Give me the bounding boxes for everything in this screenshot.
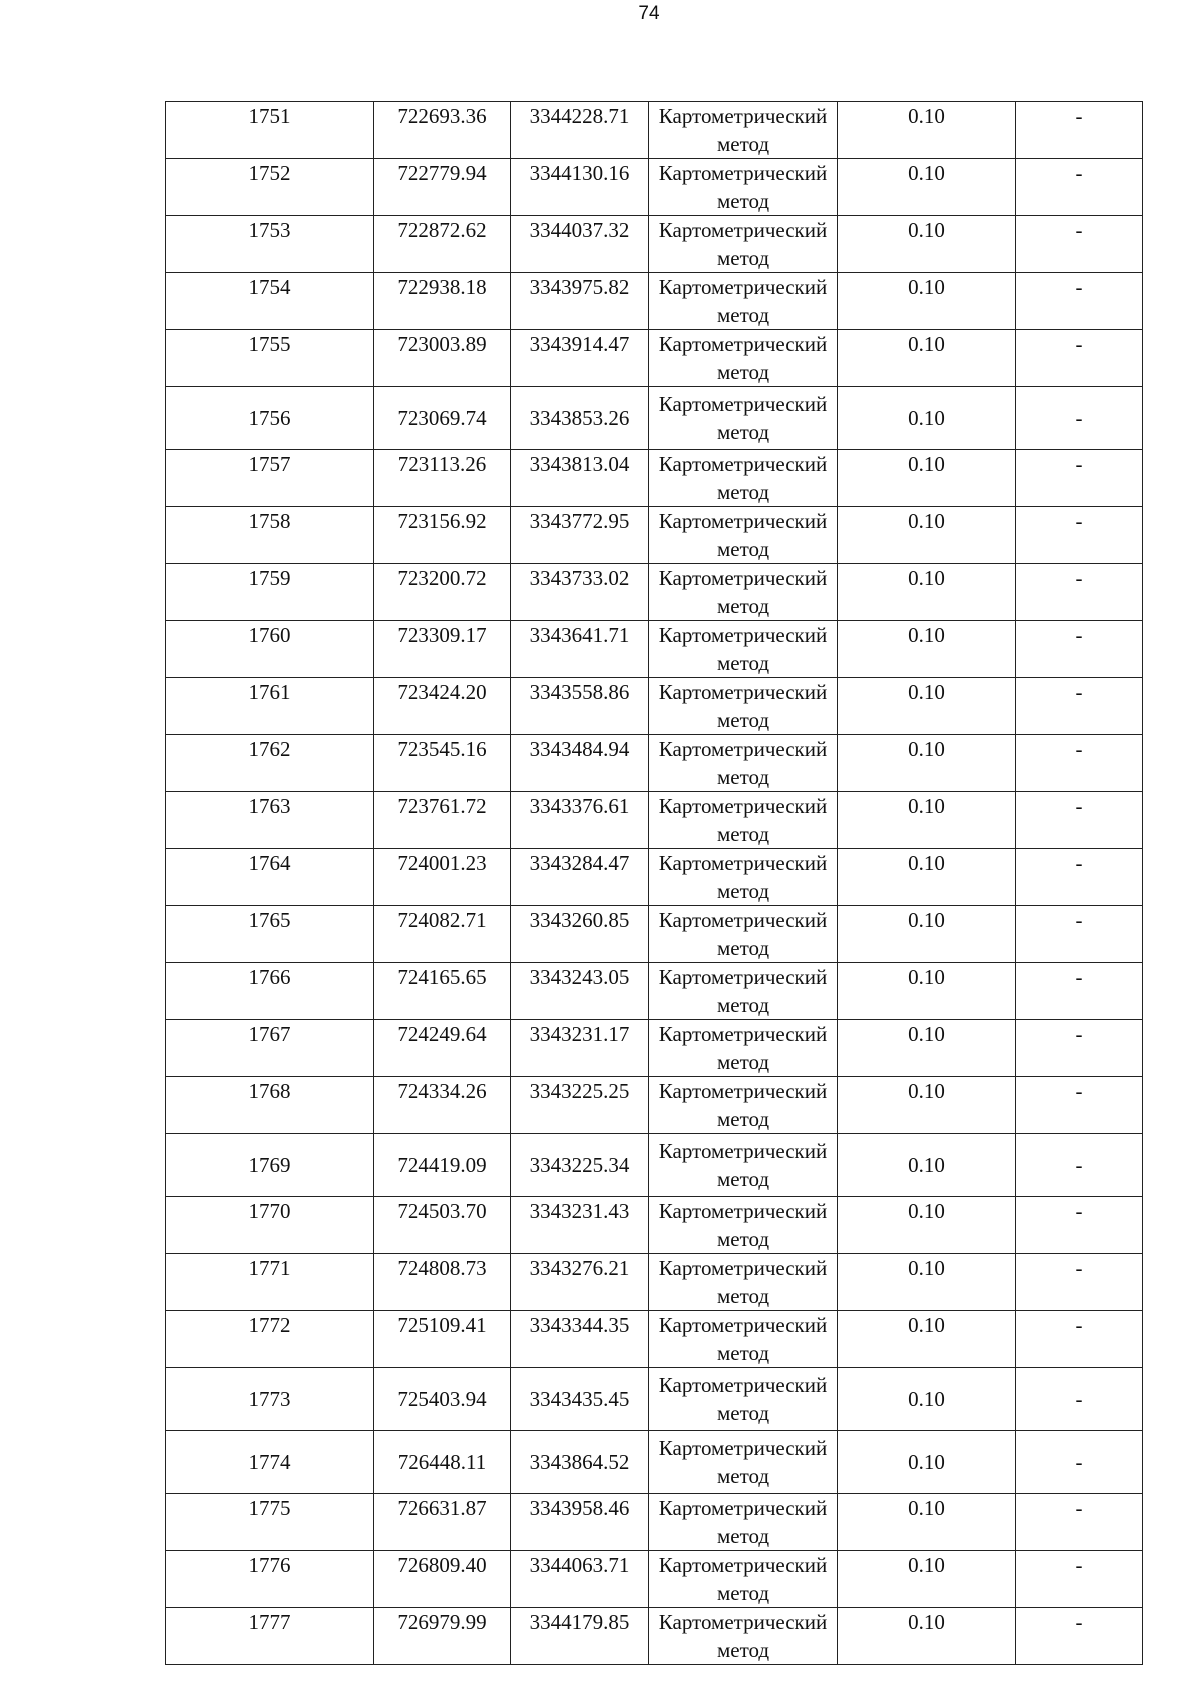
error-cell: 0.10 <box>838 1431 1016 1494</box>
error-cell: 0.10 <box>838 1134 1016 1197</box>
method-cell: Картометрический метод <box>649 1134 838 1197</box>
table-row <box>166 963 1143 1020</box>
method-cell: Картометрический метод <box>649 906 838 963</box>
table-row <box>166 273 1143 330</box>
y-coordinate-cell: 3343853.26 <box>511 387 649 450</box>
y-coordinate-cell: 3343813.04 <box>511 450 649 507</box>
table-row <box>166 1608 1143 1665</box>
error-cell: 0.10 <box>838 1254 1016 1311</box>
note-cell: - <box>1016 330 1143 387</box>
table-row <box>166 1020 1143 1077</box>
y-coordinate-cell: 3343958.46 <box>511 1494 649 1551</box>
note-cell: - <box>1016 963 1143 1020</box>
error-cell: 0.10 <box>838 621 1016 678</box>
x-coordinate-cell: 726631.87 <box>374 1494 511 1551</box>
table-row <box>166 216 1143 273</box>
table-row <box>166 387 1143 450</box>
table-row <box>166 159 1143 216</box>
method-cell: Картометрический метод <box>649 1368 838 1431</box>
table-row <box>166 792 1143 849</box>
x-coordinate-cell: 726448.11 <box>374 1431 511 1494</box>
table-row <box>166 507 1143 564</box>
method-cell: Картометрический метод <box>649 849 838 906</box>
point-number-cell: 1766 <box>166 963 374 1020</box>
note-cell: - <box>1016 1311 1143 1368</box>
error-cell: 0.10 <box>838 963 1016 1020</box>
table-row <box>166 1494 1143 1551</box>
x-coordinate-cell: 723545.16 <box>374 735 511 792</box>
note-cell: - <box>1016 1494 1143 1551</box>
note-cell: - <box>1016 1020 1143 1077</box>
note-cell: - <box>1016 792 1143 849</box>
note-cell: - <box>1016 387 1143 450</box>
error-cell: 0.10 <box>838 792 1016 849</box>
table-row <box>166 849 1143 906</box>
x-coordinate-cell: 723424.20 <box>374 678 511 735</box>
y-coordinate-cell: 3343260.85 <box>511 906 649 963</box>
y-coordinate-cell: 3343284.47 <box>511 849 649 906</box>
note-cell: - <box>1016 1134 1143 1197</box>
note-cell: - <box>1016 1077 1143 1134</box>
method-cell: Картометрический метод <box>649 963 838 1020</box>
table-row <box>166 1551 1143 1608</box>
y-coordinate-cell: 3343558.86 <box>511 678 649 735</box>
note-cell: - <box>1016 216 1143 273</box>
y-coordinate-cell: 3344037.32 <box>511 216 649 273</box>
note-cell: - <box>1016 102 1143 159</box>
y-coordinate-cell: 3343975.82 <box>511 273 649 330</box>
y-coordinate-cell: 3343864.52 <box>511 1431 649 1494</box>
table-row <box>166 906 1143 963</box>
y-coordinate-cell: 3343225.34 <box>511 1134 649 1197</box>
x-coordinate-cell: 722779.94 <box>374 159 511 216</box>
y-coordinate-cell: 3343231.17 <box>511 1020 649 1077</box>
point-number-cell: 1762 <box>166 735 374 792</box>
method-cell: Картометрический метод <box>649 450 838 507</box>
point-number-cell: 1756 <box>166 387 374 450</box>
x-coordinate-cell: 723156.92 <box>374 507 511 564</box>
table-row <box>166 102 1143 159</box>
point-number-cell: 1767 <box>166 1020 374 1077</box>
note-cell: - <box>1016 1431 1143 1494</box>
method-cell: Картометрический метод <box>649 1020 838 1077</box>
point-number-cell: 1777 <box>166 1608 374 1665</box>
y-coordinate-cell: 3344063.71 <box>511 1551 649 1608</box>
note-cell: - <box>1016 450 1143 507</box>
point-number-cell: 1751 <box>166 102 374 159</box>
table-row <box>166 621 1143 678</box>
error-cell: 0.10 <box>838 102 1016 159</box>
x-coordinate-cell: 724082.71 <box>374 906 511 963</box>
method-cell: Картометрический метод <box>649 1608 838 1665</box>
error-cell: 0.10 <box>838 216 1016 273</box>
method-cell: Картометрический метод <box>649 564 838 621</box>
table-row <box>166 1431 1143 1494</box>
method-cell: Картометрический метод <box>649 273 838 330</box>
note-cell: - <box>1016 564 1143 621</box>
point-number-cell: 1770 <box>166 1197 374 1254</box>
note-cell: - <box>1016 507 1143 564</box>
x-coordinate-cell: 726979.99 <box>374 1608 511 1665</box>
method-cell: Картометрический метод <box>649 102 838 159</box>
method-cell: Картометрический метод <box>649 1197 838 1254</box>
y-coordinate-cell: 3343641.71 <box>511 621 649 678</box>
method-cell: Картометрический метод <box>649 735 838 792</box>
error-cell: 0.10 <box>838 1311 1016 1368</box>
note-cell: - <box>1016 621 1143 678</box>
y-coordinate-cell: 3343772.95 <box>511 507 649 564</box>
note-cell: - <box>1016 849 1143 906</box>
note-cell: - <box>1016 1368 1143 1431</box>
point-number-cell: 1773 <box>166 1368 374 1431</box>
x-coordinate-cell: 724503.70 <box>374 1197 511 1254</box>
method-cell: Картометрический метод <box>649 1254 838 1311</box>
y-coordinate-cell: 3343733.02 <box>511 564 649 621</box>
x-coordinate-cell: 724001.23 <box>374 849 511 906</box>
coordinates-table-body <box>166 102 1143 1665</box>
x-coordinate-cell: 725403.94 <box>374 1368 511 1431</box>
method-cell: Картометрический метод <box>649 330 838 387</box>
table-row <box>166 330 1143 387</box>
table-row <box>166 1134 1143 1197</box>
table-row <box>166 1254 1143 1311</box>
point-number-cell: 1771 <box>166 1254 374 1311</box>
error-cell: 0.10 <box>838 1494 1016 1551</box>
y-coordinate-cell: 3344179.85 <box>511 1608 649 1665</box>
page-number: 74 <box>638 3 660 24</box>
x-coordinate-cell: 724334.26 <box>374 1077 511 1134</box>
point-number-cell: 1763 <box>166 792 374 849</box>
error-cell: 0.10 <box>838 330 1016 387</box>
method-cell: Картометрический метод <box>649 1551 838 1608</box>
x-coordinate-cell: 723309.17 <box>374 621 511 678</box>
point-number-cell: 1769 <box>166 1134 374 1197</box>
x-coordinate-cell: 723761.72 <box>374 792 511 849</box>
x-coordinate-cell: 722693.36 <box>374 102 511 159</box>
x-coordinate-cell: 723200.72 <box>374 564 511 621</box>
point-number-cell: 1758 <box>166 507 374 564</box>
point-number-cell: 1764 <box>166 849 374 906</box>
x-coordinate-cell: 723113.26 <box>374 450 511 507</box>
note-cell: - <box>1016 1197 1143 1254</box>
error-cell: 0.10 <box>838 1368 1016 1431</box>
error-cell: 0.10 <box>838 1551 1016 1608</box>
method-cell: Картометрический метод <box>649 1494 838 1551</box>
table-row <box>166 564 1143 621</box>
method-cell: Картометрический метод <box>649 159 838 216</box>
note-cell: - <box>1016 1608 1143 1665</box>
error-cell: 0.10 <box>838 678 1016 735</box>
table-row <box>166 735 1143 792</box>
table-row <box>166 678 1143 735</box>
y-coordinate-cell: 3344228.71 <box>511 102 649 159</box>
method-cell: Картометрический метод <box>649 621 838 678</box>
table-row <box>166 1368 1143 1431</box>
error-cell: 0.10 <box>838 564 1016 621</box>
x-coordinate-cell: 724808.73 <box>374 1254 511 1311</box>
y-coordinate-cell: 3343225.25 <box>511 1077 649 1134</box>
x-coordinate-cell: 722872.62 <box>374 216 511 273</box>
error-cell: 0.10 <box>838 1608 1016 1665</box>
note-cell: - <box>1016 1551 1143 1608</box>
note-cell: - <box>1016 273 1143 330</box>
point-number-cell: 1776 <box>166 1551 374 1608</box>
x-coordinate-cell: 725109.41 <box>374 1311 511 1368</box>
point-number-cell: 1768 <box>166 1077 374 1134</box>
point-number-cell: 1757 <box>166 450 374 507</box>
table-row <box>166 1077 1143 1134</box>
note-cell: - <box>1016 678 1143 735</box>
y-coordinate-cell: 3343484.94 <box>511 735 649 792</box>
point-number-cell: 1775 <box>166 1494 374 1551</box>
x-coordinate-cell: 722938.18 <box>374 273 511 330</box>
error-cell: 0.10 <box>838 159 1016 216</box>
error-cell: 0.10 <box>838 735 1016 792</box>
method-cell: Картометрический метод <box>649 387 838 450</box>
point-number-cell: 1765 <box>166 906 374 963</box>
point-number-cell: 1755 <box>166 330 374 387</box>
note-cell: - <box>1016 735 1143 792</box>
y-coordinate-cell: 3343243.05 <box>511 963 649 1020</box>
note-cell: - <box>1016 159 1143 216</box>
y-coordinate-cell: 3344130.16 <box>511 159 649 216</box>
point-number-cell: 1772 <box>166 1311 374 1368</box>
coordinates-table <box>165 101 1143 1665</box>
note-cell: - <box>1016 906 1143 963</box>
method-cell: Картометрический метод <box>649 1311 838 1368</box>
x-coordinate-cell: 723003.89 <box>374 330 511 387</box>
y-coordinate-cell: 3343376.61 <box>511 792 649 849</box>
error-cell: 0.10 <box>838 1077 1016 1134</box>
method-cell: Картометрический метод <box>649 1077 838 1134</box>
method-cell: Картометрический метод <box>649 1431 838 1494</box>
point-number-cell: 1761 <box>166 678 374 735</box>
table-row <box>166 450 1143 507</box>
method-cell: Картометрический метод <box>649 792 838 849</box>
error-cell: 0.10 <box>838 450 1016 507</box>
method-cell: Картометрический метод <box>649 216 838 273</box>
point-number-cell: 1759 <box>166 564 374 621</box>
error-cell: 0.10 <box>838 1020 1016 1077</box>
point-number-cell: 1760 <box>166 621 374 678</box>
y-coordinate-cell: 3343435.45 <box>511 1368 649 1431</box>
table-row <box>166 1311 1143 1368</box>
error-cell: 0.10 <box>838 273 1016 330</box>
method-cell: Картометрический метод <box>649 507 838 564</box>
x-coordinate-cell: 723069.74 <box>374 387 511 450</box>
method-cell: Картометрический метод <box>649 678 838 735</box>
y-coordinate-cell: 3343344.35 <box>511 1311 649 1368</box>
note-cell: - <box>1016 1254 1143 1311</box>
x-coordinate-cell: 724165.65 <box>374 963 511 1020</box>
table-row <box>166 1197 1143 1254</box>
y-coordinate-cell: 3343276.21 <box>511 1254 649 1311</box>
x-coordinate-cell: 726809.40 <box>374 1551 511 1608</box>
error-cell: 0.10 <box>838 849 1016 906</box>
error-cell: 0.10 <box>838 1197 1016 1254</box>
error-cell: 0.10 <box>838 387 1016 450</box>
point-number-cell: 1754 <box>166 273 374 330</box>
point-number-cell: 1774 <box>166 1431 374 1494</box>
point-number-cell: 1753 <box>166 216 374 273</box>
x-coordinate-cell: 724419.09 <box>374 1134 511 1197</box>
x-coordinate-cell: 724249.64 <box>374 1020 511 1077</box>
error-cell: 0.10 <box>838 507 1016 564</box>
error-cell: 0.10 <box>838 906 1016 963</box>
point-number-cell: 1752 <box>166 159 374 216</box>
y-coordinate-cell: 3343914.47 <box>511 330 649 387</box>
y-coordinate-cell: 3343231.43 <box>511 1197 649 1254</box>
